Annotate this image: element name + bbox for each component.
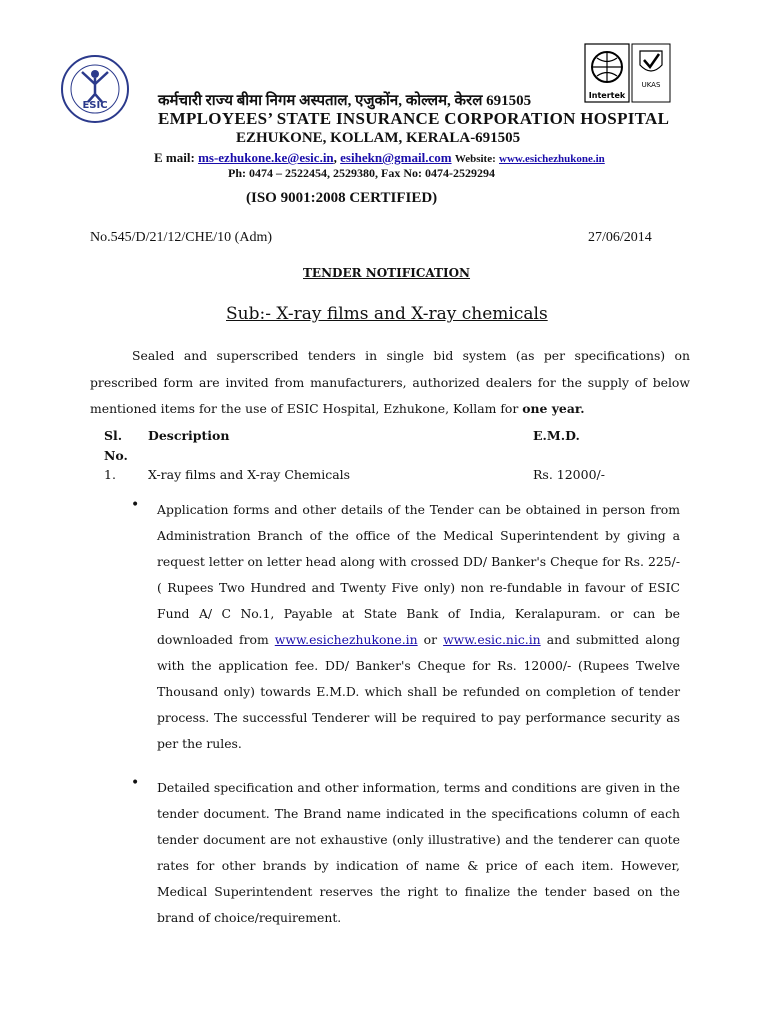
b1-or: or xyxy=(417,632,444,647)
website-link[interactable]: www.esichezhukone.in xyxy=(499,153,605,165)
header-emd: E.M.D. xyxy=(533,428,580,443)
b1-link-esichezhukone[interactable]: www.esichezhukone.in xyxy=(274,632,418,647)
esic-logo-text: ESIC xyxy=(82,100,108,111)
reference-number: No.545/D/21/12/CHE/10 (Adm) xyxy=(90,230,272,245)
intro-bold: one year. xyxy=(522,401,585,416)
phone-fax-line: Ph: 0474 – 2522454, 2529380, Fax No: 0474-2529294 xyxy=(228,166,495,180)
intro-paragraph xyxy=(90,343,690,423)
organization-address: EZHUKONE, KOLLAM, KERALA-691505 xyxy=(236,130,521,146)
b1-part2: and submitted along with the application fee. DD/ Banker's Cheque for Rs. 12000/- (Rupees Twelve Thousand only) towards E.M.D. which shall be refunded on completion of tender process. The successful Tenderer will be required to pay performance security as per the rules. xyxy=(157,632,680,751)
row-sl: 1. xyxy=(104,467,116,482)
esic-logo xyxy=(60,54,130,124)
bullet-specification: Detailed specification and other information, terms and conditions are given in the tender document. The Brand name indicated in the specifications column of each tender document are not exhaustive (only illustrative) and the tenderer can quote rates for other brands by indication of name & price of each item. However, Medical Superintendent reserves the right to finalize the tender based on the brand of choice/requirement. xyxy=(157,780,680,925)
document-date: 27/06/2014 xyxy=(588,230,652,245)
intertek-label: Intertek xyxy=(588,91,626,100)
tender-title: TENDER NOTIFICATION xyxy=(303,266,471,280)
b1-part1: Application forms and other details of the Tender can be obtained in person from Administration Branch of the office of the Medical Superintendent by giving a request letter on letter head along with crossed DD/ Banker's Cheque for Rs. 225/- ( Rupees Two Hundred and Twenty Five only) non re-fundable in favour of ESIC Fund A/ C No.1, Payable at State Bank of India, Keralapuram. or can be downloaded from xyxy=(157,502,680,647)
header-sl: Sl. xyxy=(104,428,123,443)
row-emd: Rs. 12000/- xyxy=(533,467,605,482)
certification-logos xyxy=(584,43,672,105)
website-label: Website: xyxy=(454,153,496,165)
b1-link-esic[interactable]: www.esic.nic.in xyxy=(443,632,541,647)
iso-certification: (ISO 9001:2008 CERTIFIED) xyxy=(246,190,438,206)
intro-text: Sealed and superscribed tenders in single bid system (as per specifications) on prescribed form are invited from manufacturers, authorized dealers for the supply of below mentioned items for the use of ESIC Hospital, Ezhukone, Kollam for xyxy=(90,348,690,416)
header-description: Description xyxy=(148,428,230,443)
header-no: No. xyxy=(104,448,128,463)
contact-email-line xyxy=(154,150,605,166)
email-separator: , xyxy=(333,150,337,165)
bullet-icon: • xyxy=(131,775,140,791)
row-description: X-ray films and X-ray Chemicals xyxy=(148,467,351,482)
organization-name: EMPLOYEES’ STATE INSURANCE CORPORATION HOSPITAL xyxy=(158,109,670,128)
ukas-label: UKAS xyxy=(641,81,661,89)
bullet-icon: • xyxy=(131,497,140,513)
email-label: E mail: xyxy=(154,150,195,165)
hindi-header: कर्मचारी राज्य बीमा निगम अस्पताल, एजुकोंन, कोल्लम, केरल 691505 xyxy=(158,93,532,109)
email-link-2[interactable]: esihekn@gmail.com xyxy=(340,150,452,165)
subject-line: Sub:- X-ray films and X-ray chemicals xyxy=(226,304,548,324)
email-link-1[interactable]: ms-ezhukone.ke@esic.in xyxy=(198,150,334,165)
bullet-application-forms xyxy=(157,497,680,757)
